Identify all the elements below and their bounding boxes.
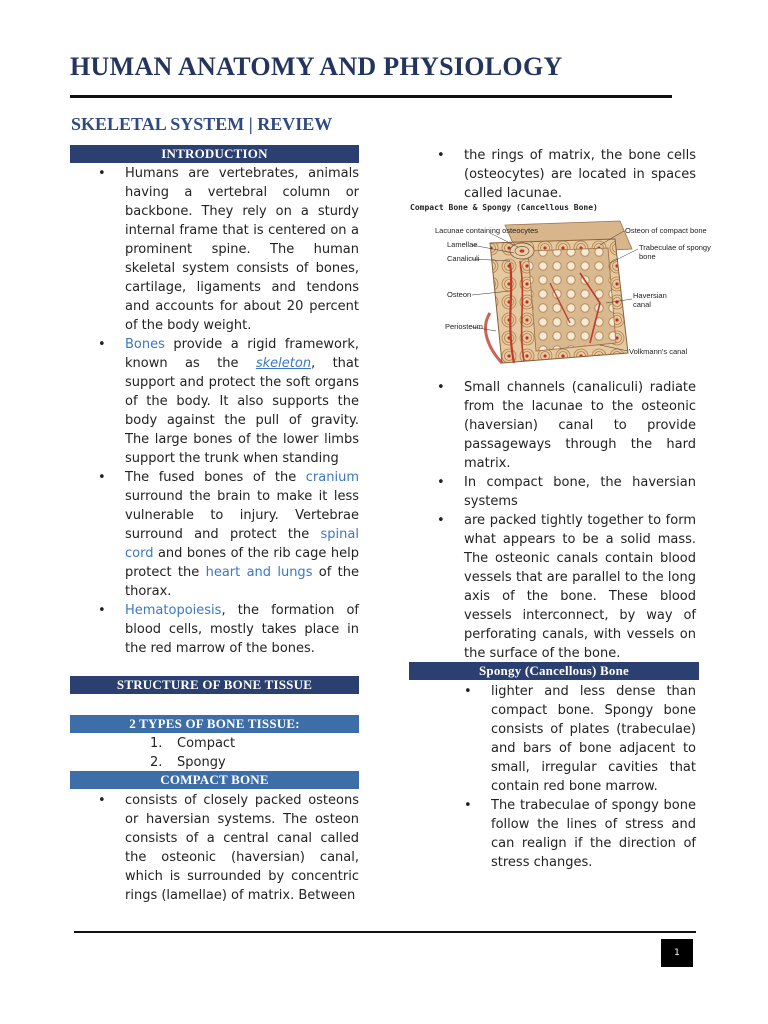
compact-bullet-4: • In compact bone, the haversian systems xyxy=(409,473,696,511)
section-subtitle: SKELETAL SYSTEM | REVIEW xyxy=(71,114,333,134)
label-osteon: Osteon xyxy=(447,290,472,299)
label-canaliculi: Canaliculi xyxy=(447,254,480,263)
intro-bullet-2-text-a: provide a rigid framework, known as the xyxy=(125,337,359,371)
intro-bullet-3-text-a: The fused bones of the xyxy=(125,470,306,485)
intro-bullet-2 xyxy=(70,335,359,468)
label-trabeculae: Trabeculae of spongy bone xyxy=(639,243,711,261)
bone-type-item xyxy=(150,734,235,753)
intro-bullet-4 xyxy=(70,601,359,658)
title-rule xyxy=(70,95,672,98)
compact-section-left xyxy=(70,791,359,905)
intro-bullet-3-text-b: surround the brain to make it less vulnerable to injury. Vertebrae surround and protect the xyxy=(125,489,359,542)
intro-bullet-3-text-d: of the thorax. xyxy=(125,565,359,599)
spinal-cord-term: spinal cord xyxy=(125,527,359,561)
intro-bullet-2-text-b: , that support and protect the soft organs of the body. It also supports the body against the pull of gravity. The large bones of the lower limbs support the trunk when standing xyxy=(125,356,359,466)
spongy-bullet-2: • The trabeculae of spongy bone follow the lines of stress and can realign if the direction of stress changes. xyxy=(436,796,696,872)
spongy-section xyxy=(436,682,696,872)
introduction-section xyxy=(70,164,359,658)
types-heading: 2 TYPES OF BONE TISSUE: xyxy=(70,715,359,733)
bone-types-list xyxy=(150,734,235,772)
bone-diagram-figure xyxy=(410,203,730,373)
page-number: 1 xyxy=(661,939,693,967)
label-periosteum: Periosteum xyxy=(445,322,483,331)
label-haversian: Haversian canal xyxy=(633,291,667,309)
list-text: Spongy xyxy=(177,755,226,770)
label-lamellae: Lamellae xyxy=(447,240,478,249)
list-number: 1. xyxy=(150,736,163,751)
intro-bullet-1: • Humans are vertebrates, animals having a vertebral column or backbone. They rely on a sturdy internal frame that is centered on a prominent spine. The human skeletal system consists of bones, cartilage, ligaments and tendons and accounts for about 20 percent of the body weight. xyxy=(70,164,359,335)
document-title: HUMAN ANATOMY AND PHYSIOLOGY xyxy=(70,52,563,81)
figure-caption: Compact Bone & Spongy (Cancellous Bone) xyxy=(410,203,598,212)
label-lacunae: Lacunae containing osteocytes xyxy=(435,226,538,235)
intro-bullet-4-text: , the formation of blood cells, mostly takes place in the red marrow of the bones. xyxy=(125,603,359,656)
intro-bullet-3 xyxy=(70,468,359,601)
intro-bullet-3-text-c: and bones of the rib cage help protect the xyxy=(125,546,359,580)
cranium-term: cranium xyxy=(305,470,359,485)
compact-bullet-1: • consists of closely packed osteons or haversian systems. The osteon consists of a central canal called the osteonic (haversian) canal, which is surrounded by concentric rings (lamellae) of matrix. Between xyxy=(70,791,359,905)
compact-bone-heading: COMPACT BONE xyxy=(70,771,359,789)
bones-term: Bones xyxy=(125,337,165,352)
compact-bullet-3: • Small channels (canaliculi) radiate from the lacunae to the osteonic (haversian) canal to provide passageways through the hard matrix. xyxy=(409,378,696,473)
introduction-heading: INTRODUCTION xyxy=(70,145,359,163)
bone-type-item xyxy=(150,753,235,772)
list-text: Compact xyxy=(177,736,236,751)
skeleton-link[interactable]: skeleton xyxy=(255,356,312,371)
compact-section-right-top xyxy=(409,146,696,203)
structure-heading: STRUCTURE OF BONE TISSUE xyxy=(70,676,359,694)
compact-bullet-2: • the rings of matrix, the bone cells (osteocytes) are located in spaces called lacunae. xyxy=(409,146,696,203)
spongy-bone-heading: Spongy (Cancellous) Bone xyxy=(409,662,699,680)
compact-section-right-bottom xyxy=(409,378,696,663)
list-number: 2. xyxy=(150,755,163,770)
hematopoiesis-term: Hematopoiesis xyxy=(125,603,222,618)
compact-bullet-5: • are packed tightly together to form what appears to be a solid mass. The osteonic canals contain blood vessels that are parallel to the long axis of the bone. These blood vessels interconnect, by way of perforating canals, with vessels on the surface of the bone. xyxy=(409,511,696,663)
heart-lungs-term: heart and lungs xyxy=(205,565,313,580)
label-osteon-compact: Osteon of compact bone xyxy=(625,226,707,235)
label-volkmann: Volkmann's canal xyxy=(629,347,688,356)
spongy-bullet-1: • lighter and less dense than compact bone. Spongy bone consists of plates (trabeculae) and bars of bone adjacent to small, irregular cavities that contain red bone marrow. xyxy=(436,682,696,796)
footer-rule xyxy=(74,931,696,933)
